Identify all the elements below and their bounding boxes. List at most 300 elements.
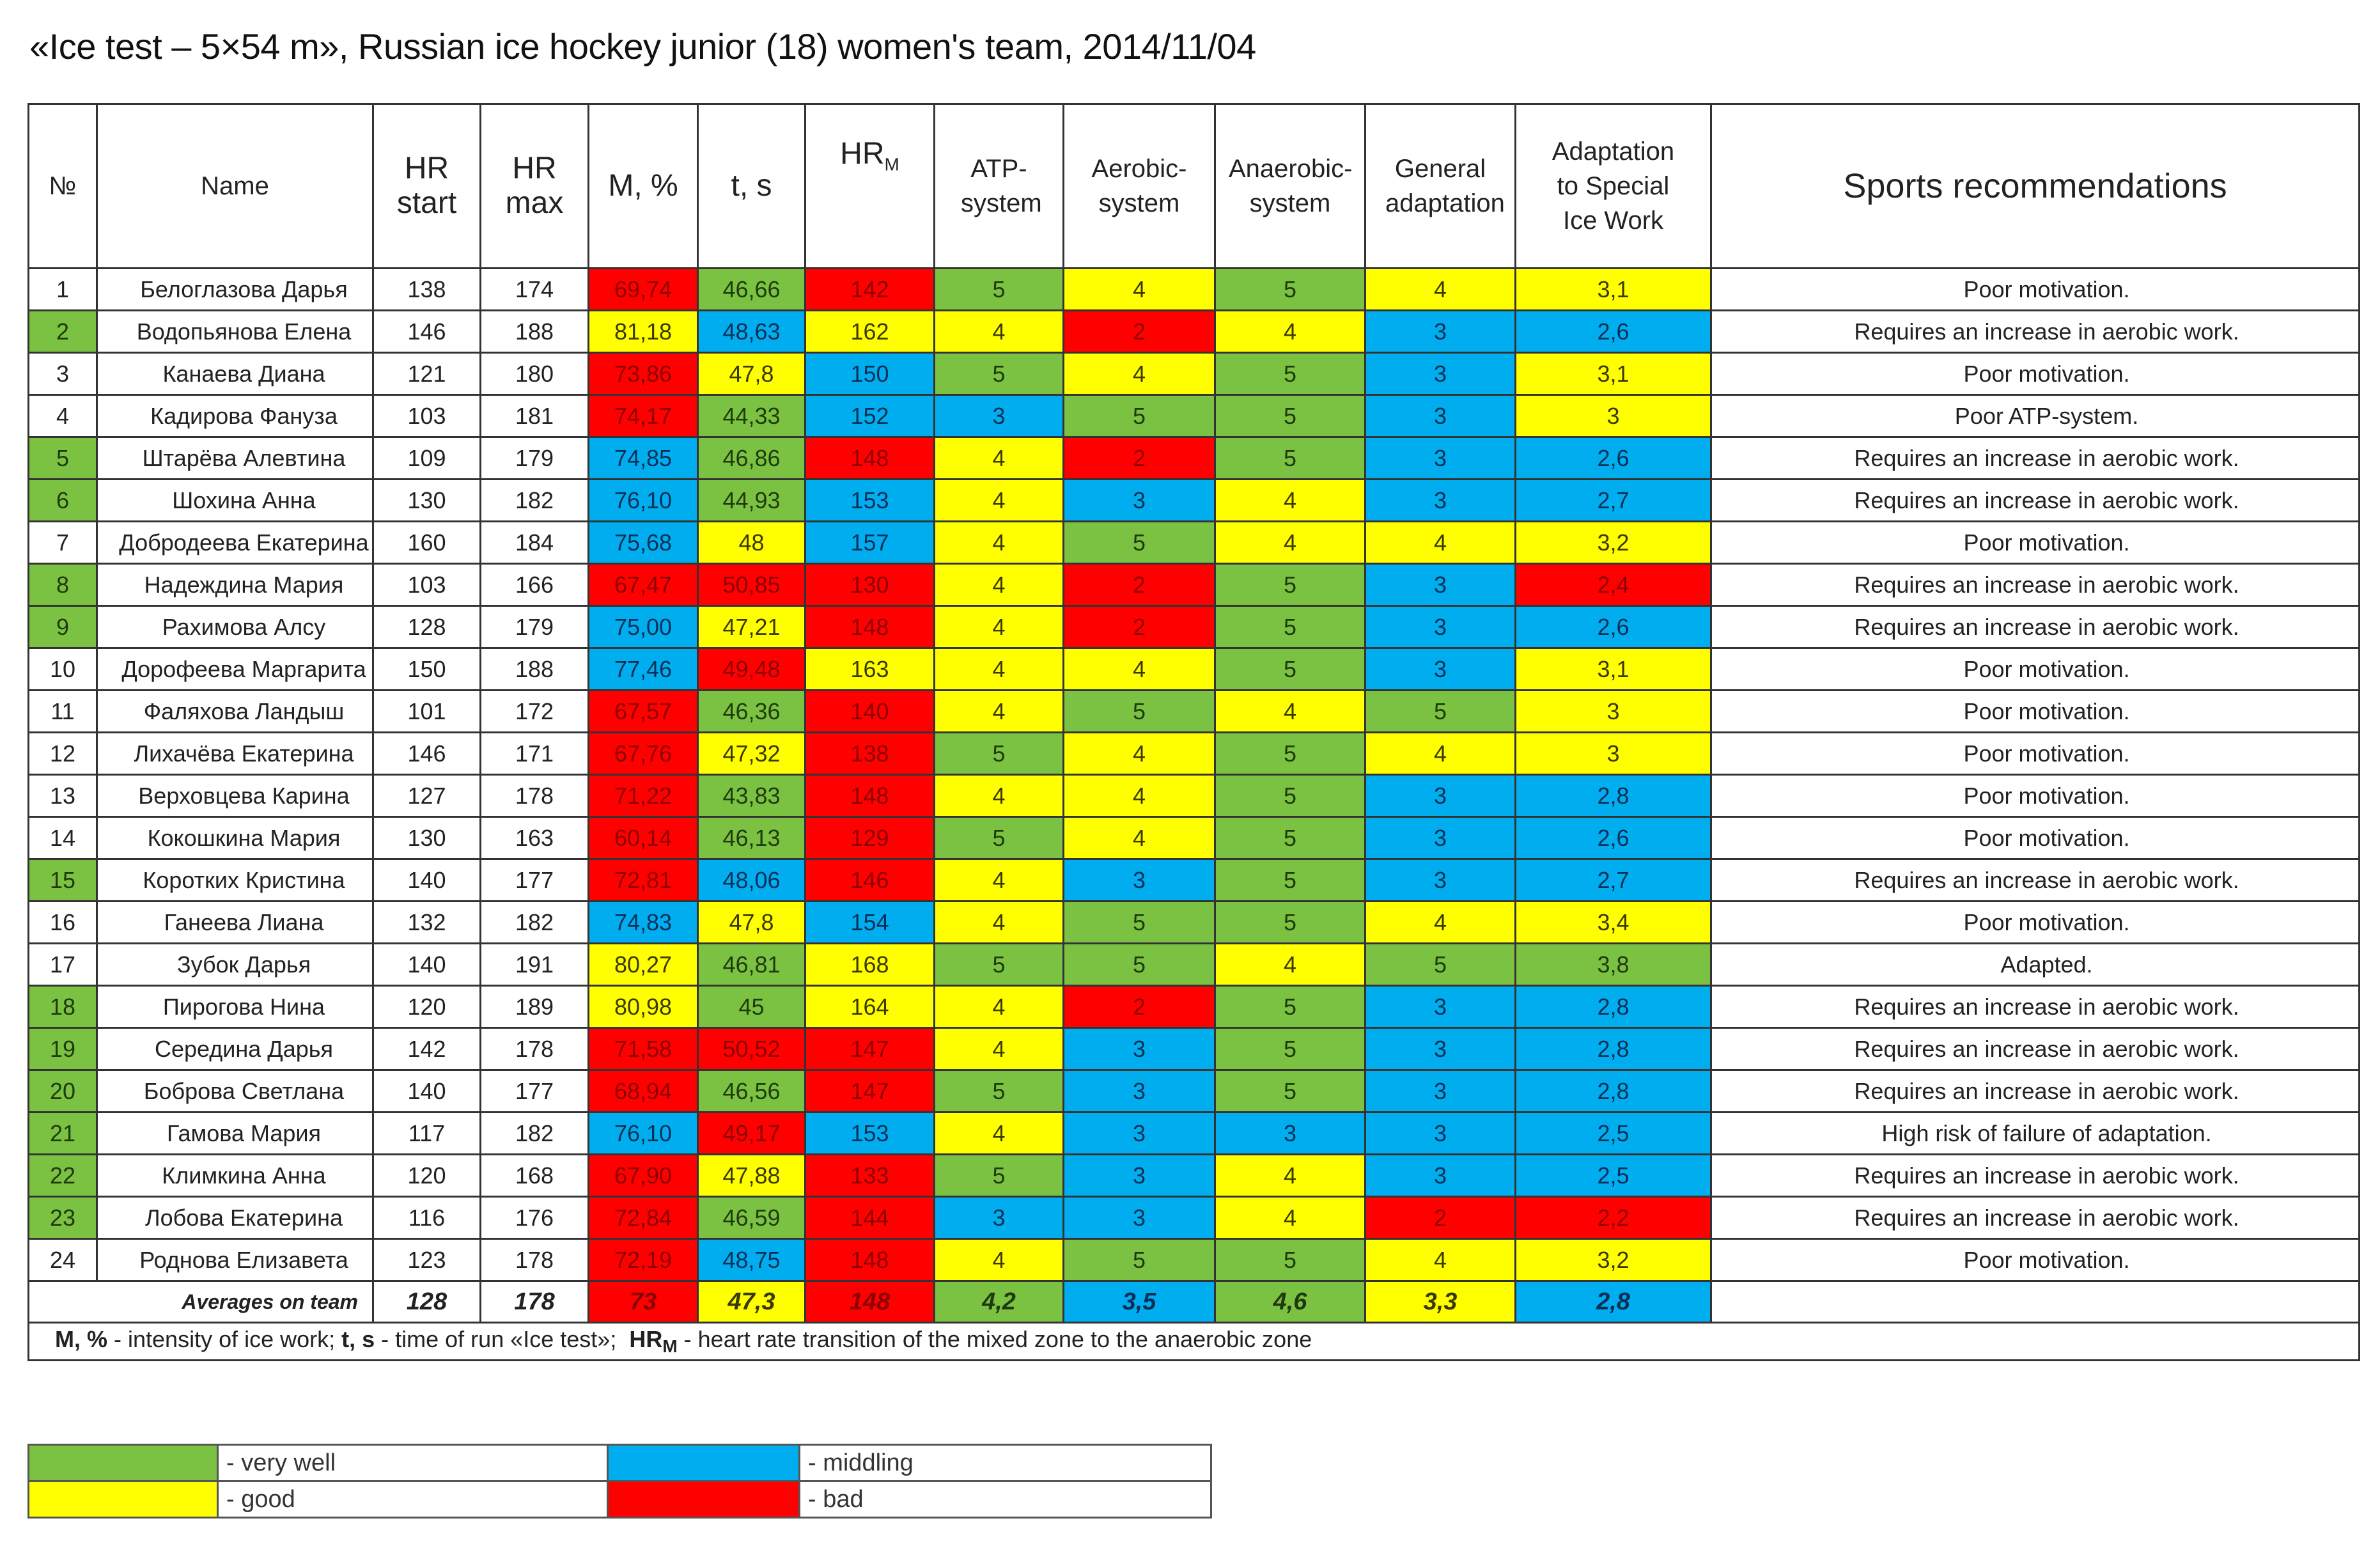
cell-row-number: 16 xyxy=(29,902,97,944)
cell-m-pct: 71,22 xyxy=(589,775,698,817)
cell-special-adaptation: 2,2 xyxy=(1516,1197,1711,1239)
cell-time-s: 44,33 xyxy=(698,395,805,437)
cell-special-adaptation: 2,5 xyxy=(1516,1113,1711,1155)
cell-m-pct: 73,86 xyxy=(589,353,698,395)
cell-time-s: 45 xyxy=(698,986,805,1028)
cell-special-adaptation: 2,6 xyxy=(1516,437,1711,480)
cell-atp-system: 4 xyxy=(935,437,1064,480)
legend-label-good: - good xyxy=(218,1481,608,1518)
cell-m-pct: 72,84 xyxy=(589,1197,698,1239)
cell-atp-system: 4 xyxy=(935,311,1064,353)
cell-atp-system: 3 xyxy=(935,395,1064,437)
cell-time-s: 50,52 xyxy=(698,1028,805,1070)
cell-row-number: 10 xyxy=(29,648,97,691)
cell-row-number: 12 xyxy=(29,733,97,775)
cell-general-adaptation: 3 xyxy=(1365,606,1516,648)
cell-hr-max: 182 xyxy=(481,480,589,522)
table-row xyxy=(29,1113,2360,1155)
cell-special-adaptation: 2,8 xyxy=(1516,775,1711,817)
cell-hr-start: 127 xyxy=(373,775,481,817)
cell-recommendation: Poor motivation. xyxy=(1711,902,2360,944)
cell-atp-system: 5 xyxy=(935,944,1064,986)
cell-hrm: 148 xyxy=(805,606,935,648)
header-aerobic: Aerobic-system xyxy=(1064,104,1215,269)
cell-hr-max: 188 xyxy=(481,311,589,353)
cell-special-adaptation: 3,2 xyxy=(1516,522,1711,564)
cell-athlete-name: Кадирова Фануза xyxy=(97,395,373,437)
cell-athlete-name: Середина Дарья xyxy=(97,1028,373,1070)
cell-hrm: 140 xyxy=(805,691,935,733)
cell-special-adaptation: 3,4 xyxy=(1516,902,1711,944)
cell-m-pct: 80,98 xyxy=(589,986,698,1028)
cell-atp-system: 5 xyxy=(935,1155,1064,1197)
table-row xyxy=(29,269,2360,311)
cell-recommendation: Requires an increase in aerobic work. xyxy=(1711,859,2360,902)
table-row xyxy=(29,564,2360,606)
cell-general-adaptation: 3 xyxy=(1365,817,1516,859)
cell-athlete-name: Лихачёва Екатерина xyxy=(97,733,373,775)
cell-atp-system: 5 xyxy=(935,817,1064,859)
footnote-m-label: M, % xyxy=(55,1325,108,1352)
cell-hrm: 152 xyxy=(805,395,935,437)
cell-hrm: 154 xyxy=(805,902,935,944)
header-hrm-label: HR xyxy=(840,137,885,171)
cell-hr-start: 132 xyxy=(373,902,481,944)
cell-hr-start: 140 xyxy=(373,944,481,986)
footnote-hrm-sub: M xyxy=(662,1336,678,1357)
cell-recommendation: High risk of failure of adaptation. xyxy=(1711,1113,2360,1155)
cell-hr-max: 166 xyxy=(481,564,589,606)
cell-aerobic-system: 4 xyxy=(1064,733,1215,775)
cell-aerobic-system: 2 xyxy=(1064,986,1215,1028)
avg-hr-max: 178 xyxy=(481,1281,589,1323)
footnote-m-desc: - intensity of ice work; xyxy=(107,1325,342,1352)
cell-recommendation: Requires an increase in aerobic work. xyxy=(1711,437,2360,480)
cell-athlete-name: Добродеева Екатерина xyxy=(97,522,373,564)
cell-aerobic-system: 3 xyxy=(1064,1070,1215,1113)
cell-hr-start: 101 xyxy=(373,691,481,733)
cell-time-s: 48 xyxy=(698,522,805,564)
legend-row-1 xyxy=(29,1445,1211,1481)
cell-general-adaptation: 2 xyxy=(1365,1197,1516,1239)
cell-aerobic-system: 3 xyxy=(1064,859,1215,902)
cell-row-number: 13 xyxy=(29,775,97,817)
cell-anaerobic-system: 5 xyxy=(1215,648,1365,691)
cell-recommendation: Requires an increase in aerobic work. xyxy=(1711,1070,2360,1113)
cell-row-number: 11 xyxy=(29,691,97,733)
cell-anaerobic-system: 5 xyxy=(1215,269,1365,311)
cell-hr-start: 146 xyxy=(373,311,481,353)
header-m-pct: M, % xyxy=(589,104,698,269)
cell-general-adaptation: 3 xyxy=(1365,986,1516,1028)
cell-time-s: 46,86 xyxy=(698,437,805,480)
legend-label-middling: - middling xyxy=(800,1445,1211,1481)
cell-hr-start: 140 xyxy=(373,859,481,902)
cell-athlete-name: Канаева Диана xyxy=(97,353,373,395)
cell-hr-start: 120 xyxy=(373,986,481,1028)
cell-anaerobic-system: 5 xyxy=(1215,1028,1365,1070)
cell-hr-start: 150 xyxy=(373,648,481,691)
cell-anaerobic-system: 4 xyxy=(1215,1155,1365,1197)
table-row xyxy=(29,1155,2360,1197)
cell-atp-system: 4 xyxy=(935,859,1064,902)
cell-recommendation: Poor motivation. xyxy=(1711,775,2360,817)
cell-time-s: 48,06 xyxy=(698,859,805,902)
cell-recommendation: Requires an increase in aerobic work. xyxy=(1711,480,2360,522)
cell-atp-system: 4 xyxy=(935,1239,1064,1281)
cell-aerobic-system: 3 xyxy=(1064,480,1215,522)
cell-row-number: 15 xyxy=(29,859,97,902)
cell-athlete-name: Дорофеева Маргарита xyxy=(97,648,373,691)
cell-hr-max: 180 xyxy=(481,353,589,395)
cell-anaerobic-system: 5 xyxy=(1215,859,1365,902)
averages-label: Averages on team xyxy=(29,1281,373,1323)
cell-row-number: 20 xyxy=(29,1070,97,1113)
cell-general-adaptation: 5 xyxy=(1365,944,1516,986)
cell-general-adaptation: 4 xyxy=(1365,522,1516,564)
cell-hrm: 133 xyxy=(805,1155,935,1197)
avg-m: 73 xyxy=(589,1281,698,1323)
cell-special-adaptation: 3,8 xyxy=(1516,944,1711,986)
cell-hr-max: 181 xyxy=(481,395,589,437)
cell-hr-max: 178 xyxy=(481,775,589,817)
footnote-row xyxy=(29,1323,2360,1361)
cell-hr-max: 163 xyxy=(481,817,589,859)
footnote-hrm-desc: - heart rate transition of the mixed zone to the anaerobic zone xyxy=(677,1325,1312,1352)
cell-general-adaptation: 3 xyxy=(1365,775,1516,817)
cell-aerobic-system: 4 xyxy=(1064,269,1215,311)
cell-athlete-name: Пирогова Нина xyxy=(97,986,373,1028)
legend-label-bad: - bad xyxy=(800,1481,1211,1518)
cell-general-adaptation: 3 xyxy=(1365,1155,1516,1197)
table-row xyxy=(29,986,2360,1028)
cell-time-s: 46,13 xyxy=(698,817,805,859)
cell-general-adaptation: 4 xyxy=(1365,902,1516,944)
cell-general-adaptation: 4 xyxy=(1365,1239,1516,1281)
cell-m-pct: 67,76 xyxy=(589,733,698,775)
cell-hr-start: 130 xyxy=(373,817,481,859)
cell-row-number: 18 xyxy=(29,986,97,1028)
cell-hr-start: 121 xyxy=(373,353,481,395)
table-row xyxy=(29,733,2360,775)
cell-m-pct: 68,94 xyxy=(589,1070,698,1113)
cell-hr-max: 189 xyxy=(481,986,589,1028)
cell-row-number: 23 xyxy=(29,1197,97,1239)
cell-recommendation: Requires an increase in aerobic work. xyxy=(1711,1028,2360,1070)
cell-row-number: 2 xyxy=(29,311,97,353)
cell-hr-start: 130 xyxy=(373,480,481,522)
cell-m-pct: 80,27 xyxy=(589,944,698,986)
cell-aerobic-system: 4 xyxy=(1064,775,1215,817)
cell-recommendation: Requires an increase in aerobic work. xyxy=(1711,1197,2360,1239)
cell-row-number: 4 xyxy=(29,395,97,437)
cell-aerobic-system: 5 xyxy=(1064,944,1215,986)
cell-m-pct: 60,14 xyxy=(589,817,698,859)
cell-time-s: 49,48 xyxy=(698,648,805,691)
cell-special-adaptation: 3 xyxy=(1516,733,1711,775)
cell-general-adaptation: 3 xyxy=(1365,395,1516,437)
cell-time-s: 46,66 xyxy=(698,269,805,311)
cell-hrm: 150 xyxy=(805,353,935,395)
cell-hr-start: 120 xyxy=(373,1155,481,1197)
cell-hr-max: 188 xyxy=(481,648,589,691)
cell-time-s: 46,59 xyxy=(698,1197,805,1239)
cell-aerobic-system: 5 xyxy=(1064,1239,1215,1281)
legend-swatch-bad xyxy=(608,1481,800,1518)
avg-atp: 4,2 xyxy=(935,1281,1064,1323)
cell-special-adaptation: 2,7 xyxy=(1516,480,1711,522)
cell-m-pct: 74,83 xyxy=(589,902,698,944)
cell-anaerobic-system: 4 xyxy=(1215,1197,1365,1239)
cell-anaerobic-system: 5 xyxy=(1215,902,1365,944)
cell-aerobic-system: 5 xyxy=(1064,395,1215,437)
cell-hrm: 138 xyxy=(805,733,935,775)
cell-atp-system: 4 xyxy=(935,480,1064,522)
avg-aerobic: 3,5 xyxy=(1064,1281,1215,1323)
cell-m-pct: 76,10 xyxy=(589,1113,698,1155)
cell-hr-start: 103 xyxy=(373,564,481,606)
cell-general-adaptation: 4 xyxy=(1365,733,1516,775)
cell-athlete-name: Климкина Анна xyxy=(97,1155,373,1197)
legend-swatch-good xyxy=(29,1481,218,1518)
cell-hr-start: 160 xyxy=(373,522,481,564)
legend-swatch-very-well xyxy=(29,1445,218,1481)
cell-athlete-name: Коротких Кристина xyxy=(97,859,373,902)
cell-general-adaptation: 3 xyxy=(1365,1070,1516,1113)
cell-special-adaptation: 2,6 xyxy=(1516,311,1711,353)
cell-hr-start: 140 xyxy=(373,1070,481,1113)
cell-anaerobic-system: 5 xyxy=(1215,395,1365,437)
table-row xyxy=(29,691,2360,733)
cell-anaerobic-system: 5 xyxy=(1215,606,1365,648)
cell-row-number: 3 xyxy=(29,353,97,395)
cell-anaerobic-system: 5 xyxy=(1215,564,1365,606)
cell-recommendation: Poor motivation. xyxy=(1711,522,2360,564)
cell-special-adaptation: 3,1 xyxy=(1516,353,1711,395)
table-row xyxy=(29,775,2360,817)
table-row xyxy=(29,437,2360,480)
cell-hrm: 153 xyxy=(805,480,935,522)
cell-hr-start: 103 xyxy=(373,395,481,437)
cell-atp-system: 4 xyxy=(935,606,1064,648)
cell-special-adaptation: 3 xyxy=(1516,395,1711,437)
avg-anaerobic: 4,6 xyxy=(1215,1281,1365,1323)
cell-m-pct: 69,74 xyxy=(589,269,698,311)
cell-row-number: 5 xyxy=(29,437,97,480)
legend-row-2 xyxy=(29,1481,1211,1518)
cell-time-s: 47,8 xyxy=(698,353,805,395)
table-row xyxy=(29,606,2360,648)
legend-label-very-well: - very well xyxy=(218,1445,608,1481)
cell-time-s: 43,83 xyxy=(698,775,805,817)
cell-row-number: 24 xyxy=(29,1239,97,1281)
cell-time-s: 47,88 xyxy=(698,1155,805,1197)
cell-hr-max: 179 xyxy=(481,437,589,480)
cell-athlete-name: Рахимова Алсу xyxy=(97,606,373,648)
cell-m-pct: 81,18 xyxy=(589,311,698,353)
table-row xyxy=(29,1070,2360,1113)
cell-recommendation: Poor motivation. xyxy=(1711,353,2360,395)
table-row xyxy=(29,1239,2360,1281)
cell-hr-start: 116 xyxy=(373,1197,481,1239)
cell-recommendation: Requires an increase in aerobic work. xyxy=(1711,986,2360,1028)
avg-adaptation: 2,8 xyxy=(1516,1281,1711,1323)
cell-general-adaptation: 5 xyxy=(1365,691,1516,733)
cell-atp-system: 4 xyxy=(935,1028,1064,1070)
cell-athlete-name: Верховцева Карина xyxy=(97,775,373,817)
cell-hr-max: 184 xyxy=(481,522,589,564)
page-title: «Ice test – 5×54 m», Russian ice hockey junior (18) women's team, 2014/11/04 xyxy=(29,26,1256,66)
avg-general: 3,3 xyxy=(1365,1281,1516,1323)
cell-atp-system: 5 xyxy=(935,1070,1064,1113)
cell-hrm: 148 xyxy=(805,1239,935,1281)
cell-aerobic-system: 5 xyxy=(1064,691,1215,733)
cell-hrm: 148 xyxy=(805,775,935,817)
cell-hr-start: 138 xyxy=(373,269,481,311)
cell-aerobic-system: 3 xyxy=(1064,1197,1215,1239)
cell-special-adaptation: 2,5 xyxy=(1516,1155,1711,1197)
cell-special-adaptation: 2,8 xyxy=(1516,1070,1711,1113)
cell-row-number: 14 xyxy=(29,817,97,859)
cell-special-adaptation: 2,8 xyxy=(1516,986,1711,1028)
cell-anaerobic-system: 5 xyxy=(1215,437,1365,480)
cell-time-s: 48,63 xyxy=(698,311,805,353)
cell-hr-max: 171 xyxy=(481,733,589,775)
cell-anaerobic-system: 5 xyxy=(1215,733,1365,775)
cell-hr-max: 174 xyxy=(481,269,589,311)
footnote-t-label: t, s xyxy=(341,1325,375,1352)
cell-aerobic-system: 3 xyxy=(1064,1155,1215,1197)
cell-athlete-name: Белоглазова Дарья xyxy=(97,269,373,311)
cell-hr-max: 179 xyxy=(481,606,589,648)
cell-special-adaptation: 3,1 xyxy=(1516,648,1711,691)
results-table xyxy=(27,103,2360,1361)
table-row xyxy=(29,311,2360,353)
cell-general-adaptation: 3 xyxy=(1365,353,1516,395)
cell-athlete-name: Шохина Анна xyxy=(97,480,373,522)
cell-general-adaptation: 3 xyxy=(1365,311,1516,353)
header-no: № xyxy=(29,104,97,269)
cell-hr-max: 177 xyxy=(481,859,589,902)
cell-hrm: 144 xyxy=(805,1197,935,1239)
table-row xyxy=(29,353,2360,395)
cell-hr-max: 191 xyxy=(481,944,589,986)
cell-m-pct: 76,10 xyxy=(589,480,698,522)
cell-athlete-name: Кокошкина Мария xyxy=(97,817,373,859)
cell-row-number: 19 xyxy=(29,1028,97,1070)
cell-hrm: 148 xyxy=(805,437,935,480)
table-row xyxy=(29,817,2360,859)
cell-hr-max: 178 xyxy=(481,1028,589,1070)
table-row xyxy=(29,648,2360,691)
cell-hrm: 164 xyxy=(805,986,935,1028)
cell-athlete-name: Водопьянова Елена xyxy=(97,311,373,353)
cell-hrm: 157 xyxy=(805,522,935,564)
footnote-t-desc: - time of run «Ice test»; xyxy=(375,1325,630,1352)
cell-hr-max: 177 xyxy=(481,1070,589,1113)
cell-hrm: 153 xyxy=(805,1113,935,1155)
cell-anaerobic-system: 4 xyxy=(1215,522,1365,564)
table-row xyxy=(29,480,2360,522)
cell-recommendation: Poor motivation. xyxy=(1711,733,2360,775)
cell-hr-start: 128 xyxy=(373,606,481,648)
cell-anaerobic-system: 5 xyxy=(1215,775,1365,817)
cell-atp-system: 4 xyxy=(935,902,1064,944)
cell-anaerobic-system: 4 xyxy=(1215,944,1365,986)
cell-m-pct: 67,47 xyxy=(589,564,698,606)
cell-time-s: 47,32 xyxy=(698,733,805,775)
cell-row-number: 1 xyxy=(29,269,97,311)
cell-hr-max: 178 xyxy=(481,1239,589,1281)
cell-m-pct: 67,57 xyxy=(589,691,698,733)
cell-hrm: 146 xyxy=(805,859,935,902)
table-row xyxy=(29,859,2360,902)
cell-aerobic-system: 2 xyxy=(1064,606,1215,648)
cell-special-adaptation: 3,2 xyxy=(1516,1239,1711,1281)
cell-hrm: 163 xyxy=(805,648,935,691)
cell-athlete-name: Гамова Мария xyxy=(97,1113,373,1155)
cell-m-pct: 74,85 xyxy=(589,437,698,480)
cell-recommendation: Poor motivation. xyxy=(1711,817,2360,859)
cell-recommendation: Requires an increase in aerobic work. xyxy=(1711,311,2360,353)
cell-hr-start: 146 xyxy=(373,733,481,775)
cell-general-adaptation: 3 xyxy=(1365,480,1516,522)
cell-general-adaptation: 3 xyxy=(1365,564,1516,606)
cell-athlete-name: Штарёва Алевтина xyxy=(97,437,373,480)
cell-row-number: 6 xyxy=(29,480,97,522)
header-hr-max: HR max xyxy=(481,104,589,269)
cell-athlete-name: Надеждина Мария xyxy=(97,564,373,606)
cell-m-pct: 75,68 xyxy=(589,522,698,564)
cell-row-number: 21 xyxy=(29,1113,97,1155)
avg-hr-start: 128 xyxy=(373,1281,481,1323)
table-row xyxy=(29,1197,2360,1239)
cell-m-pct: 77,46 xyxy=(589,648,698,691)
cell-recommendation: Requires an increase in aerobic work. xyxy=(1711,1155,2360,1197)
cell-atp-system: 4 xyxy=(935,564,1064,606)
cell-hrm: 147 xyxy=(805,1028,935,1070)
cell-recommendation: Poor motivation. xyxy=(1711,269,2360,311)
cell-atp-system: 5 xyxy=(935,269,1064,311)
header-general: General adaptation xyxy=(1365,104,1516,269)
cell-anaerobic-system: 5 xyxy=(1215,1070,1365,1113)
cell-athlete-name: Роднова Елизавета xyxy=(97,1239,373,1281)
cell-time-s: 46,56 xyxy=(698,1070,805,1113)
cell-aerobic-system: 4 xyxy=(1064,648,1215,691)
avg-hrm: 148 xyxy=(805,1281,935,1323)
footnote-hrm-label: HR xyxy=(629,1325,663,1352)
cell-aerobic-system: 4 xyxy=(1064,817,1215,859)
cell-time-s: 48,75 xyxy=(698,1239,805,1281)
cell-aerobic-system: 5 xyxy=(1064,902,1215,944)
cell-athlete-name: Боброва Светлана xyxy=(97,1070,373,1113)
header-name: Name xyxy=(97,104,373,269)
cell-atp-system: 4 xyxy=(935,775,1064,817)
legend-swatch-middling xyxy=(608,1445,800,1481)
header-hrm-sub: M xyxy=(884,154,899,175)
cell-m-pct: 72,19 xyxy=(589,1239,698,1281)
cell-time-s: 46,81 xyxy=(698,944,805,986)
cell-recommendation: Poor ATP-system. xyxy=(1711,395,2360,437)
cell-special-adaptation: 2,6 xyxy=(1516,817,1711,859)
cell-general-adaptation: 3 xyxy=(1365,437,1516,480)
cell-row-number: 7 xyxy=(29,522,97,564)
cell-general-adaptation: 3 xyxy=(1365,1028,1516,1070)
header-hr-start: HR start xyxy=(373,104,481,269)
cell-atp-system: 4 xyxy=(935,986,1064,1028)
cell-m-pct: 72,81 xyxy=(589,859,698,902)
cell-recommendation: Requires an increase in aerobic work. xyxy=(1711,606,2360,648)
